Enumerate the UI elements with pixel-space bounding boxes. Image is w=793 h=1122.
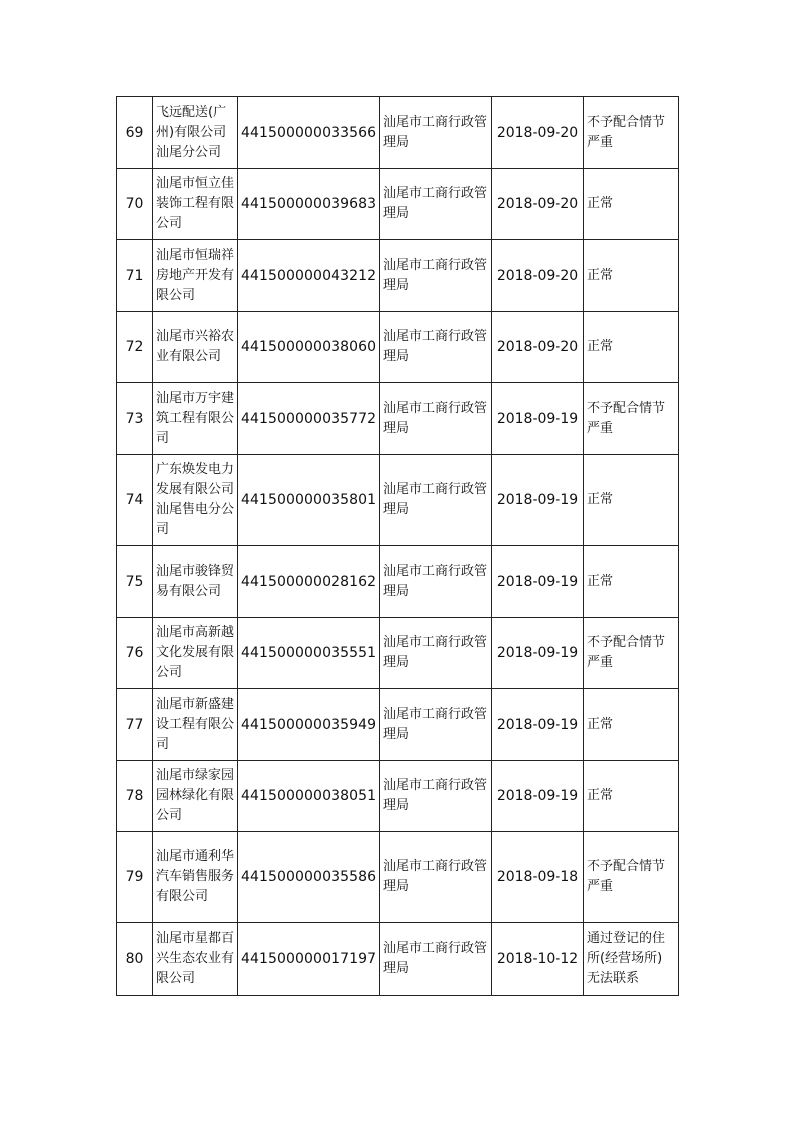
company-name: 汕尾市兴裕农业有限公司 bbox=[153, 312, 238, 383]
table-row bbox=[117, 618, 679, 689]
authority: 汕尾市工商行政管理局 bbox=[380, 546, 492, 618]
records-table-body bbox=[117, 97, 679, 996]
date: 2018-10-12 bbox=[492, 923, 584, 996]
company-name: 广东焕发电力发展有限公司汕尾售电分公司 bbox=[153, 455, 238, 546]
reason: 正常 bbox=[584, 761, 679, 832]
authority: 汕尾市工商行政管理局 bbox=[380, 455, 492, 546]
registration-number: 441500000035801 bbox=[238, 455, 380, 546]
reason: 不予配合情节严重 bbox=[584, 832, 679, 923]
company-name: 汕尾市星都百兴生态农业有限公司 bbox=[153, 923, 238, 996]
registration-number: 441500000038051 bbox=[238, 761, 380, 832]
registration-number: 441500000035772 bbox=[238, 383, 380, 455]
reason: 正常 bbox=[584, 455, 679, 546]
registration-number: 441500000035586 bbox=[238, 832, 380, 923]
table-row bbox=[117, 97, 679, 169]
table-row bbox=[117, 546, 679, 618]
table-row bbox=[117, 689, 679, 761]
reason: 不予配合情节严重 bbox=[584, 97, 679, 169]
authority: 汕尾市工商行政管理局 bbox=[380, 383, 492, 455]
registration-number: 441500000039683 bbox=[238, 169, 380, 240]
registration-number: 441500000028162 bbox=[238, 546, 380, 618]
authority: 汕尾市工商行政管理局 bbox=[380, 618, 492, 689]
registration-number: 441500000033566 bbox=[238, 97, 380, 169]
registration-number: 441500000035949 bbox=[238, 689, 380, 761]
row-index: 72 bbox=[117, 312, 153, 383]
company-name: 汕尾市恒立佳装饰工程有限公司 bbox=[153, 169, 238, 240]
registration-number: 441500000035551 bbox=[238, 618, 380, 689]
table-row bbox=[117, 832, 679, 923]
date: 2018-09-19 bbox=[492, 455, 584, 546]
company-name: 汕尾市骏锋贸易有限公司 bbox=[153, 546, 238, 618]
row-index: 74 bbox=[117, 455, 153, 546]
authority: 汕尾市工商行政管理局 bbox=[380, 169, 492, 240]
row-index: 71 bbox=[117, 240, 153, 312]
authority: 汕尾市工商行政管理局 bbox=[380, 97, 492, 169]
reason: 正常 bbox=[584, 689, 679, 761]
authority: 汕尾市工商行政管理局 bbox=[380, 761, 492, 832]
company-name: 汕尾市高新越文化发展有限公司 bbox=[153, 618, 238, 689]
company-name: 汕尾市恒瑞祥房地产开发有限公司 bbox=[153, 240, 238, 312]
date: 2018-09-20 bbox=[492, 97, 584, 169]
reason: 不予配合情节严重 bbox=[584, 618, 679, 689]
date: 2018-09-19 bbox=[492, 546, 584, 618]
row-index: 75 bbox=[117, 546, 153, 618]
row-index: 73 bbox=[117, 383, 153, 455]
authority: 汕尾市工商行政管理局 bbox=[380, 689, 492, 761]
reason: 正常 bbox=[584, 546, 679, 618]
table-row bbox=[117, 169, 679, 240]
table-row bbox=[117, 923, 679, 996]
table-row bbox=[117, 383, 679, 455]
reason: 不予配合情节严重 bbox=[584, 383, 679, 455]
reason: 正常 bbox=[584, 312, 679, 383]
company-name: 汕尾市通利华汽车销售服务有限公司 bbox=[153, 832, 238, 923]
date: 2018-09-19 bbox=[492, 761, 584, 832]
row-index: 80 bbox=[117, 923, 153, 996]
table-row bbox=[117, 312, 679, 383]
registration-number: 441500000043212 bbox=[238, 240, 380, 312]
authority: 汕尾市工商行政管理局 bbox=[380, 312, 492, 383]
table-row bbox=[117, 240, 679, 312]
date: 2018-09-20 bbox=[492, 312, 584, 383]
authority: 汕尾市工商行政管理局 bbox=[380, 832, 492, 923]
reason: 正常 bbox=[584, 169, 679, 240]
registration-number: 441500000017197 bbox=[238, 923, 380, 996]
row-index: 78 bbox=[117, 761, 153, 832]
row-index: 70 bbox=[117, 169, 153, 240]
reason: 通过登记的住所(经营场所)无法联系 bbox=[584, 923, 679, 996]
row-index: 69 bbox=[117, 97, 153, 169]
row-index: 79 bbox=[117, 832, 153, 923]
reason: 正常 bbox=[584, 240, 679, 312]
records-table bbox=[116, 96, 679, 996]
company-name: 汕尾市新盛建设工程有限公司 bbox=[153, 689, 238, 761]
table-row bbox=[117, 761, 679, 832]
date: 2018-09-18 bbox=[492, 832, 584, 923]
authority: 汕尾市工商行政管理局 bbox=[380, 923, 492, 996]
row-index: 77 bbox=[117, 689, 153, 761]
date: 2018-09-20 bbox=[492, 240, 584, 312]
authority: 汕尾市工商行政管理局 bbox=[380, 240, 492, 312]
table-row bbox=[117, 455, 679, 546]
row-index: 76 bbox=[117, 618, 153, 689]
date: 2018-09-19 bbox=[492, 689, 584, 761]
company-name: 汕尾市万宇建筑工程有限公司 bbox=[153, 383, 238, 455]
date: 2018-09-19 bbox=[492, 383, 584, 455]
date: 2018-09-19 bbox=[492, 618, 584, 689]
registration-number: 441500000038060 bbox=[238, 312, 380, 383]
company-name: 汕尾市绿家园园林绿化有限公司 bbox=[153, 761, 238, 832]
company-name: 飞远配送(广州)有限公司汕尾分公司 bbox=[153, 97, 238, 169]
date: 2018-09-20 bbox=[492, 169, 584, 240]
